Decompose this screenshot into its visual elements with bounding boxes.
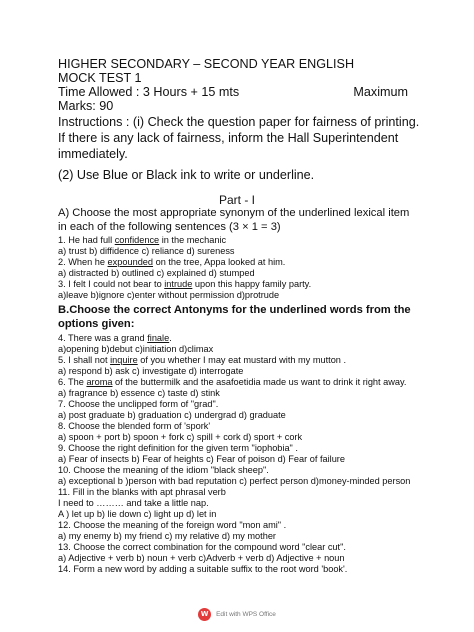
question-1-options: a) trust b) diffidence c) reliance d) sureness bbox=[58, 246, 235, 256]
header-time-row bbox=[58, 85, 408, 100]
question-1: 1. He had full confidence in the mechanic bbox=[58, 235, 227, 245]
question-12: 12. Choose the meaning of the foreign word "mon ami" . bbox=[58, 520, 287, 530]
question-10-options: a) exceptional b )person with bad reputation c) perfect person d)money-minded person bbox=[58, 476, 411, 486]
question-3: 3. I felt I could not bear to intrude upon this happy family party. bbox=[58, 279, 312, 289]
question-4-options: a)opening b)debut c)initiation d)climax bbox=[58, 344, 214, 354]
question-3-options: a)leave b)ignore c)enter without permission d)protrude bbox=[58, 290, 280, 300]
question-5: 5. I shall not inquire of you whether I may eat mustard with my mutton . bbox=[58, 355, 347, 365]
question-7-options: a) post graduate b) graduation c) undergrad d) graduate bbox=[58, 410, 286, 420]
question-13-options: a) Adjective + verb b) noun + verb c)Adverb + verb d) Adjective + noun bbox=[58, 553, 345, 563]
question-4: 4. There was a grand finale. bbox=[58, 333, 172, 343]
question-6: 6. The aroma of the buttermilk and the asafoetidia made us want to drink it right away. bbox=[58, 377, 407, 387]
question-11-options: A ) let up b) lie down c) light up d) let in bbox=[58, 509, 217, 519]
question-8: 8. Choose the blended form of 'spork' bbox=[58, 421, 211, 431]
question-10: 10. Choose the meaning of the idiom "black sheep". bbox=[58, 465, 269, 475]
maximum-label: Maximum bbox=[353, 85, 408, 99]
question-2: 2. When he expounded on the tree, Appa looked at him. bbox=[58, 257, 286, 267]
question-8-options: a) spoon + port b) spoon + fork c) spill + cork d) sport + cork bbox=[58, 432, 303, 442]
question-13: 13. Choose the correct combination for the compound word "clear cut". bbox=[58, 542, 346, 552]
question-9-options: a) Fear of insects b) Fear of heights c) Fear of poison d) Fear of failure bbox=[58, 454, 345, 464]
question-11-text: I need to ……… and take a little nap. bbox=[58, 498, 209, 508]
marks-label: Marks: 90 bbox=[58, 99, 114, 113]
wps-logo-icon: W bbox=[198, 608, 211, 621]
instruction-1: Instructions : (i) Check the question paper for fairness of printing. If there is any lack of fairness, inform the Hall Superintendent immediately. bbox=[58, 115, 420, 161]
time-allowed: Time Allowed : 3 Hours + 15 mts bbox=[58, 85, 240, 99]
question-2-options: a) distracted b) outlined c) explained d) stumped bbox=[58, 268, 255, 278]
section-a-heading: A) Choose the most appropriate synonym of the underlined lexical item in each of the following sentences (3 × 1 = 3) bbox=[58, 207, 410, 233]
question-14: 14. Form a new word by adding a suitable suffix to the root word 'book'. bbox=[58, 564, 348, 574]
part-title: Part - I bbox=[218, 193, 255, 207]
question-7: 7. Choose the unclipped form of "grad". bbox=[58, 399, 219, 409]
section-b-heading: B.Choose the correct Antonyms for the underlined words from the options given: bbox=[58, 304, 411, 330]
instruction-2: (2) Use Blue or Black ink to write or underline. bbox=[58, 168, 315, 182]
question-9: 9. Choose the right definition for the given term "iophobia" . bbox=[58, 443, 298, 453]
wps-footer[interactable] bbox=[0, 606, 474, 622]
question-5-options: a) respond b) ask c) investigate d) interrogate bbox=[58, 366, 244, 376]
wps-footer-text: Edit with WPS Office bbox=[216, 610, 276, 618]
question-11: 11. Fill in the blanks with apt phrasal verb bbox=[58, 487, 226, 497]
question-12-options: a) my enemy b) my friend c) my relative d) my mother bbox=[58, 531, 276, 541]
header-line-1: HIGHER SECONDARY – SECOND YEAR ENGLISH bbox=[58, 57, 355, 71]
question-6-options: a) fragrance b) essence c) taste d) stink bbox=[58, 388, 220, 398]
header-line-2: MOCK TEST 1 bbox=[58, 71, 142, 85]
